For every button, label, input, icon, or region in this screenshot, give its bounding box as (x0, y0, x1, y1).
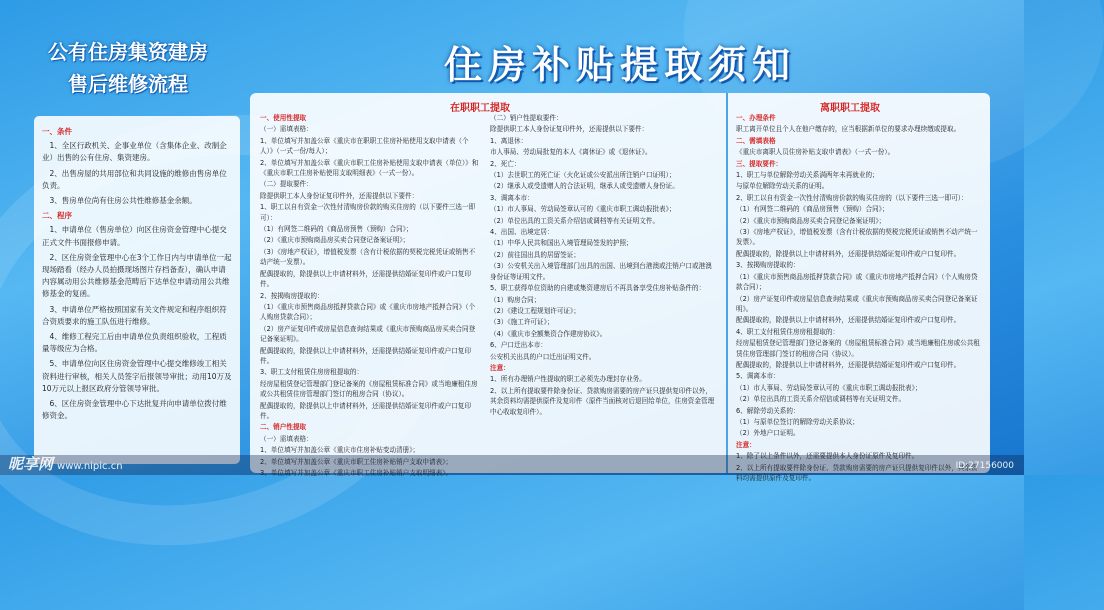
text-line: （2）外地户口证明。 (736, 429, 800, 438)
text-line: （2）《建设工程规划许可证》； (490, 306, 580, 315)
text-line: 经房屋租赁登记管理部门登记备案的《房屋租赁标准合同》或当地廉租住房或公共租赁住房管理部门签订的租房合同（协议）。 (260, 379, 478, 399)
text-line: （1）中华人民共和国出入境管理局签发的护照； (490, 239, 633, 248)
text-line: 职工离开单位且个人在他户缴存的，应当根据新单位的要求办理续缴或提取。 (736, 125, 961, 134)
left-paragraph: 3、申请单位严格按照国家有关文件规定和程序组织符合资质要求的施工队伍进行维修。 (42, 304, 227, 326)
text-line: 1、单位填写并加盖公章《重庆市在职职工住房补贴使用支取申请表（个人）》（一式一份/每人）； (260, 136, 469, 156)
text-line: 1、离退休： (490, 136, 528, 145)
left-section-conditions: 一、条件 (42, 127, 72, 136)
text-line: （1）有网签二维码的《商品房预售（预购）合同》； (260, 225, 413, 234)
text-line: 5、职工获得单位资助的自建或集资建房后不再具备享受住房补贴条件的： (490, 284, 706, 293)
column-in-service-2 (490, 113, 718, 485)
text-line: 2、单位填写并加盖公章《重庆市职工住房补贴销户支取申请表》； (260, 457, 453, 466)
text-line: 公安机关出具的户口迁出证明文件。 (490, 352, 596, 361)
text-line: （2）单位出具的工资关系介绍信或调档等有关证明文件。 (736, 395, 906, 404)
text-line: （2）房产证复印件或房屋信息查询结果或《重庆市预购商品房买卖合同登记备案证明》。 (260, 324, 476, 344)
text-line: （1）去世职工的死亡证（火化证或公安派出所注销户口证明）； (490, 171, 676, 180)
text-line: 1、除了以上条件以外，还需要提供本人身份证原件及复印件。 (736, 452, 919, 461)
text-line: （二）销户性提取要件： (490, 114, 563, 122)
text-line: 除提供职工本人身份证复印件外，还需提供以下要件： (260, 191, 419, 200)
left-title-line1: 公有住房集资建房 (48, 40, 208, 64)
main-title: 住房补贴提取须知 (443, 43, 796, 87)
text-line: （1）有网签二维码的《商品房预售（预购）合同》； (736, 205, 889, 214)
text-line: 3、职工支付租赁住房房租提取的： (260, 368, 364, 377)
left-section-procedure: 二、程序 (42, 211, 72, 221)
section-heading: 三、提取要件： (736, 159, 783, 168)
text-line: （3）《施工许可证》； (490, 318, 554, 327)
section-heading: 一、使用性提取 (260, 114, 307, 122)
text-line: 配偶提取的，除提供以上申请材料外，还需提供结婚证复印件或户口复印件。 (260, 269, 471, 289)
text-line: 1、所有办理销户性提取的职工必须先办理封存业务。 (490, 375, 646, 384)
text-line: 2、以上所有提取要件除身份证、贷款购房需要的房产证只提供复印件以外，其余资料均需提供原件及复印件。 (736, 463, 978, 482)
text-line: （3）《房地产权证》，增值税发票（含有计税依据的契税完税凭证或销售不动产统一发票）。 (736, 228, 978, 247)
text-line: 4、职工支付租赁住房房租提取的： (736, 327, 840, 336)
text-line: （1）市人事局、劳动局签章认可的《重庆市职工调动报批表》； (490, 205, 676, 214)
column-left-service (736, 113, 980, 485)
watermark-id: ID:27156000 (955, 461, 1014, 471)
left-title (18, 36, 238, 100)
section-heading: 一、办理条件 (736, 114, 776, 122)
text-line: 6、户口迁出本市： (490, 341, 547, 350)
text-line: 经房屋租赁登记管理部门登记备案的《房屋租赁标准合同》或当地廉租住房或公共租赁住房管理部门签订的租房合同（协议）。 (736, 339, 980, 358)
section-heading: 注意： (736, 440, 756, 449)
text-line: 市人事局、劳动局批复的本人《离休证》或《退休证》。 (490, 148, 652, 157)
section-heading: 二、需填表格 (736, 136, 776, 145)
text-line: （2）《重庆市预购商品房买卖合同登记备案证明》； (736, 216, 886, 225)
left-paragraph: 1、申请单位（售房单位）向区住房资金管理中心提交正式文件书面报修申请。 (42, 225, 227, 247)
text-line: （一）需填表格： (260, 434, 313, 443)
text-line: 2、按揭购房提取的： (260, 291, 324, 300)
text-line: 1、单位填写并加盖公章《重庆市住房补贴变动清册》； (260, 446, 420, 455)
text-line: 配偶提取的，除提供以上申请材料外，还需提供结婚证复印件或户口复印件。 (260, 346, 471, 365)
text-line: （2）单位出具的工资关系介绍信或调档等有关证明文件。 (490, 216, 660, 225)
left-title-line2: 售后维修流程 (68, 72, 188, 96)
text-line: 2、以上所有提取要件除身份证、贷款购房需要的房产证只提供复印件以外，其余资料均需提供原件及复印件（原件当面核对后退回给单位，住房资金管理中心收取复印件）。 (490, 386, 715, 416)
left-panel (34, 116, 240, 464)
left-paragraph: 6、区住房资金管理中心下达批复并向申请单位拨付维修资金。 (42, 399, 227, 421)
text-line: （1）购房合同； (490, 295, 541, 304)
text-line: 除提供职工本人身份证复印件外，还需提供以下要件： (490, 125, 649, 134)
text-line: （3）公安机关出入境管理部门出具的出国、出境到台港澳或注销户口或港澳身份证等证明文件。 (490, 262, 712, 281)
text-line: （1）与原单位签订的解除劳动关系协议； (736, 417, 859, 426)
watermark-logo (8, 453, 123, 474)
in-service-heading: 在职职工提取 (450, 103, 510, 114)
text-line: 2、死亡： (490, 159, 521, 168)
section-heading: 注意： (490, 363, 510, 372)
left-service-heading: 离职职工提取 (820, 103, 880, 114)
text-line: （3）《房地产权证》，增值税发票（含有计税依据的契税完税凭证或销售不动产统一发票）。 (260, 247, 476, 267)
text-line: 与原单位解除劳动关系的证明。 (736, 182, 829, 191)
left-paragraph: 1、全区行政机关、企事业单位（含集体企业、改制企业）出售的公有住房、集资建房。 (42, 141, 227, 163)
text-line: 2、职工以自有资金一次性付清购房价款的购买住房的（以下要件三选一即可）： (736, 193, 968, 202)
text-line: （1）《重庆市预售商品房抵押贷款合同》或《重庆市房地产抵押合同》（个人购房贷款合同）； (736, 272, 978, 292)
text-line: （2）房产证复印件或房屋信息查询结果或《重庆市预购商品房买卖合同登记备案证明》。 (736, 294, 978, 313)
text-line: （2）《重庆市预购商品房买卖合同登记备案证明》； (260, 236, 410, 245)
text-line: 1、职工以自有资金一次性付清购房价款的购买住房的（以下要件三选一即可）： (260, 203, 476, 222)
text-line: 配偶提取的，除提供以上申请材料外，还需提供结婚证复印件或户口复印件。 (736, 249, 961, 258)
watermark-strip (0, 455, 1024, 475)
text-line: （2）前往国出具的居留签证； (490, 250, 580, 259)
text-line: 4、出国、出境定居： (490, 228, 554, 237)
text-line: 5、调离本市： (736, 372, 780, 381)
text-line: 3、调离本市： (490, 193, 534, 202)
left-paragraph: 4、维修工程完工后由申请单位负责组织验收，工程质量等级应为合格。 (42, 332, 227, 354)
text-line: （一）需填表格： (260, 125, 313, 134)
watermark-logo-text: 昵享网 (8, 455, 54, 473)
main-panel (250, 93, 990, 482)
text-line: 2、单位填写并加盖公章《重庆市职工住房补贴使用支取申请表（单位）》和《重庆市职工住房补贴使用支取明细表》（一式一份）。 (260, 158, 479, 178)
left-paragraph: 2、出售房屋的共用部位和共同设施的维修由售房单位负责。 (42, 168, 227, 190)
text-line: （1）《重庆市预售商品房抵押贷款合同》或《重庆市房地产抵押合同》（个人购房贷款合同）； (260, 302, 476, 322)
text-line: （1）市人事局、劳动局签章认可的《重庆市职工调动报批表》； (736, 383, 922, 392)
text-line: （2）继承人或受遗赠人的合法证明，继承人或受遗赠人身份证。 (490, 182, 679, 191)
text-line: 3、单位填写并加盖公章《重庆市职工住房补贴销户支取明细表》。 (260, 469, 453, 477)
text-line: （4）《重庆市全额集资合作建房协议》。 (490, 329, 607, 338)
text-line: 《重庆市离职人员住房补贴支取申请表》（一式一份）。 (736, 148, 895, 157)
left-paragraph: 5、申请单位向区住房资金管理中心提交维修竣工相关资料进行审核，相关人员签字后报领导审批；动用10万及10万元以上报区政府分管领导审批。 (42, 359, 232, 393)
section-heading: 二、销户性提取 (260, 423, 307, 432)
left-paragraph: 3、售房单位尚有住房公共性维修基金余额。 (49, 196, 197, 206)
text-line: 配偶提取的，除提供以上申请材料外，还需提供结婚证复印件或户口复印件。 (736, 360, 961, 369)
text-line: 6、解除劳动关系的： (736, 406, 800, 415)
watermark-url: www.nipic.cn (57, 461, 123, 472)
column-divider (726, 93, 728, 473)
text-line: 配偶提取的，除提供以上申请材料外，还需提供结婚证复印件或户口复印件。 (736, 316, 961, 325)
left-paragraph: 2、区住房资金管理中心在3个工作日内与申请单位一起现场踏看（经办人员拍摄现场图片存档备查），确认申请内容属动用公共维修基金范畴后下达单位申请动用公共维修基金的复函。 (42, 252, 232, 299)
text-line: 1、职工与单位解除劳动关系满两年未再就业的； (736, 171, 879, 180)
text-line: 3、按揭购房提取的： (736, 261, 800, 270)
text-line: （二）提取要件： (260, 180, 313, 189)
text-line: 配偶提取的，除提供以上申请材料外，还需提供结婚证复印件或户口复印件。 (260, 401, 471, 420)
column-in-service-1 (260, 113, 480, 485)
